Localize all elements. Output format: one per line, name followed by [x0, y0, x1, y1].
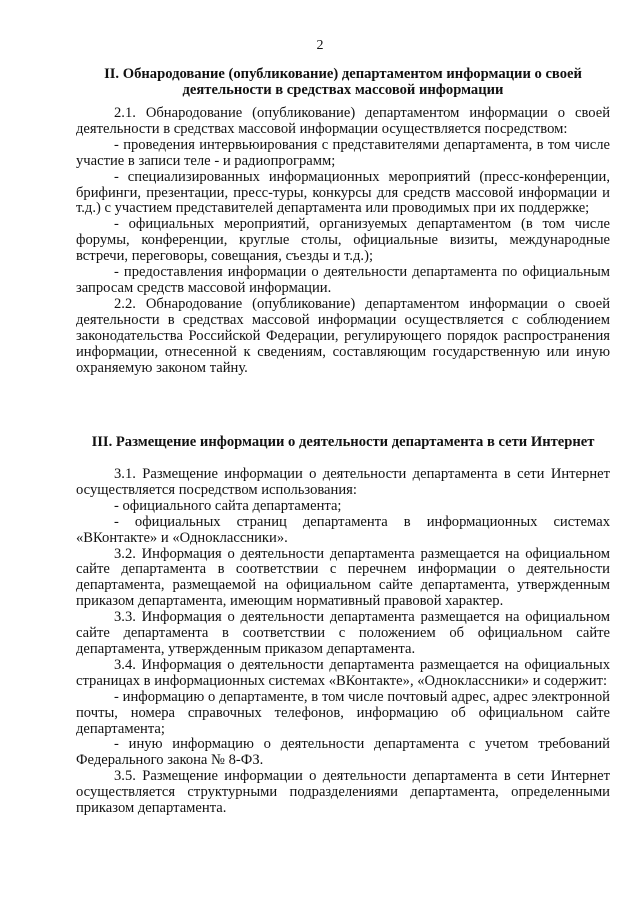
- paragraph-3-1: 3.1. Размещение информации о деятельности департамента в сети Интернет осуществляется посредством использования:: [76, 466, 610, 498]
- section-2-title: [76, 66, 610, 98]
- list-item-official-events: - официальных мероприятий, организуемых департаментом (в том числе форумы, конференции, круглые столы, официальные визиты, международные встречи, переговоры, совещания, съезды и т.д.);: [76, 216, 610, 265]
- section-2-title-line-2: деятельности в средствах массовой информации: [182, 82, 504, 98]
- paragraph-3-5: 3.5. Размещение информации о деятельности департамента в сети Интернет осуществляется структурными подразделениями департамента, определенными приказом департамента.: [76, 768, 610, 817]
- list-item-other-info: - иную информацию о деятельности департамента с учетом требований Федерального закона № 8-ФЗ.: [76, 736, 610, 769]
- page-number: 2: [316, 38, 324, 53]
- list-item-social-pages: - официальных страниц департамента в информационных системах «ВКонтакте» и «Одноклассники».: [76, 513, 610, 546]
- paragraph-3-3: 3.3. Информация о деятельности департамента размещается на официальном сайте департамента в соответствии с положением об официальном сайте департамента, утвержденным приказом департамента.: [76, 609, 610, 657]
- list-item-department-info: - информацию о департаменте, в том числе почтовый адрес, адрес электронной почты, номера справочных телефонов, информацию об официальном сайте департамента;: [76, 688, 610, 737]
- section-3-title: III. Размещение информации о деятельности департамента в сети Интернет: [91, 434, 595, 450]
- paragraph-2-1: 2.1. Обнародование (опубликование) департаментом информации о своей деятельности в средствах массовой информации осуществляется посредством:: [76, 105, 610, 137]
- list-item-interviews: - проведения интервьюирования с представителями департамента, в том числе участие в записи теле - и радиопрограмм;: [76, 136, 610, 169]
- paragraph-2-2: 2.2. Обнародование (опубликование) департаментом информации о своей деятельности в средствах массовой информации осуществляется с соблюдением законодательства Российской Федерации, регулирующего порядок распространения информации, отнесенной к сведениям, составляющим государственную или иную охраняемую законом тайну.: [76, 295, 610, 376]
- list-item-official-site: - официального сайта департамента;: [114, 497, 342, 514]
- list-item-media-requests: - предоставления информации о деятельности департамента по официальным запросам средств массовой информации.: [76, 264, 610, 296]
- section-2-body: [76, 106, 610, 376]
- list-item-special-events: - специализированных информационных мероприятий (пресс-конференции, брифинги, презентации, пресс-туры, конкурсы для средств массовой информации и т.д.) с участием представителей департамента или проводимых при их поддержке;: [76, 168, 610, 217]
- section-2-title-line-1: II. Обнародование (опубликование) департаментом информации о своей: [104, 66, 582, 82]
- section-3-body: [76, 467, 610, 817]
- paragraph-3-4: 3.4. Информация о деятельности департамента размещается на официальных страницах в информационных системах «ВКонтакте», «Одноклассники» и содержит:: [76, 656, 610, 689]
- paragraph-3-2: 3.2. Информация о деятельности департамента размещается на официальном сайте департамента в соответствии с перечнем информации о деятельности департамента, размещаемой на официальном сайте департамента, утвержденным приказом департамента, имеющим нормативный правовой характер.: [76, 545, 610, 610]
